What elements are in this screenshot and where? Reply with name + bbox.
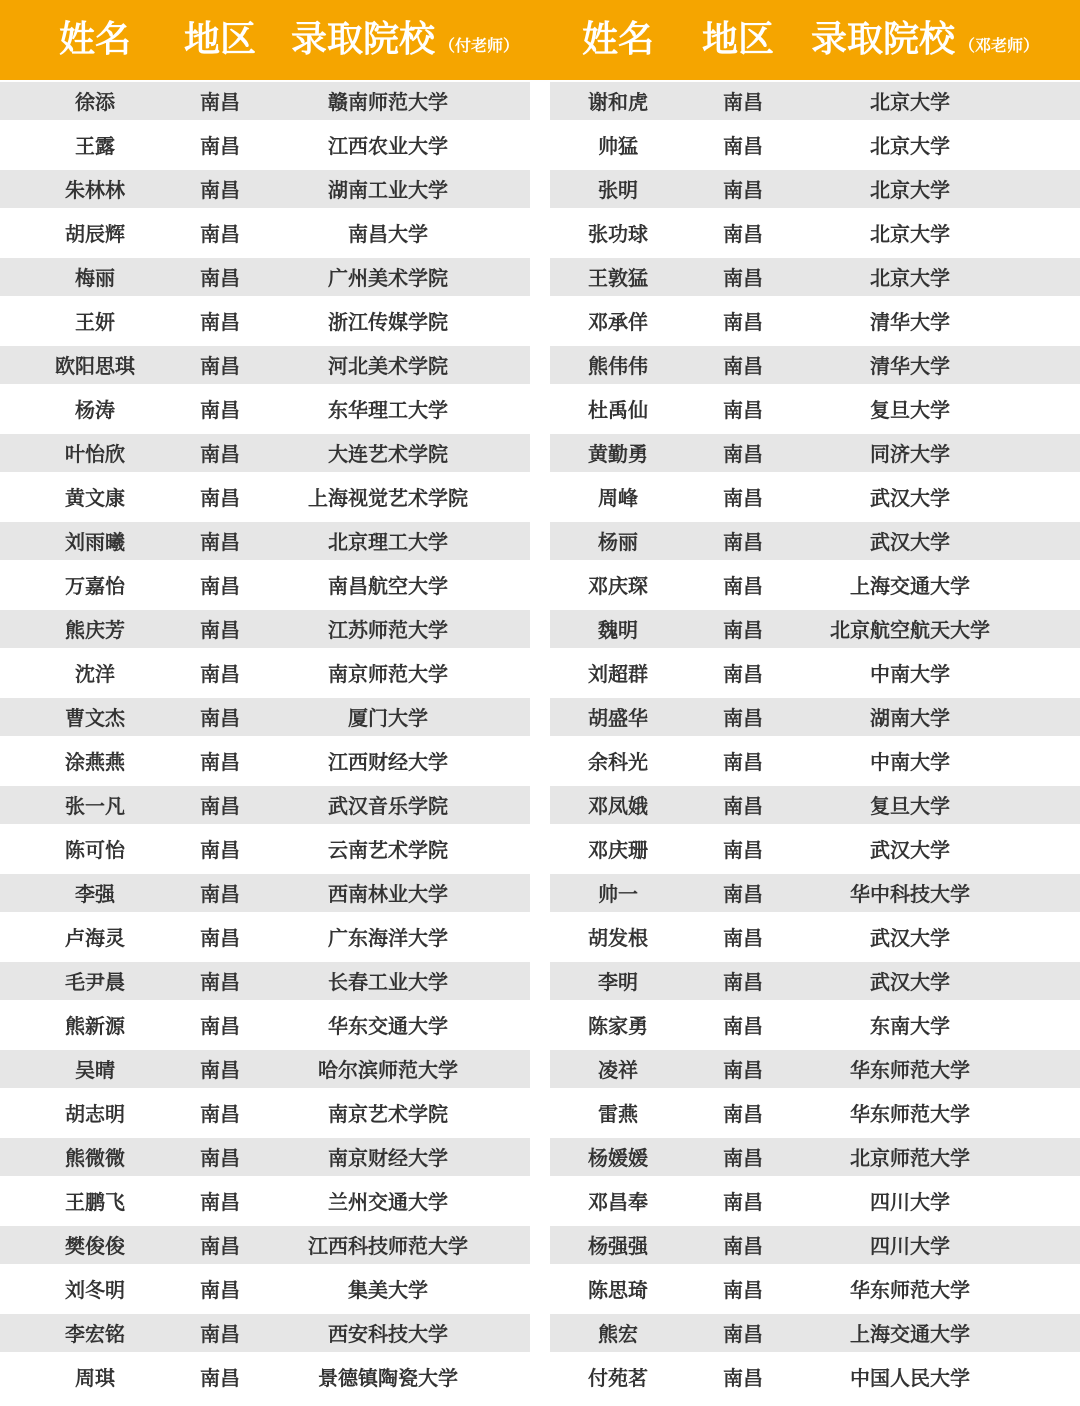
student-region: 南昌 [200,134,240,158]
student-region: 南昌 [723,90,763,114]
student-region: 南昌 [200,266,240,290]
admitted-school: 云南艺术学院 [328,838,448,862]
table-row [0,432,530,476]
admitted-school: 上海交通大学 [850,1322,970,1346]
admitted-school: 北京航空航天大学 [830,618,990,642]
admitted-school: 华东交通大学 [328,1014,448,1038]
admitted-school: 中国人民大学 [850,1366,970,1390]
student-region: 南昌 [723,794,763,818]
table-row [550,388,1080,432]
student-name: 张功球 [588,222,648,246]
student-region: 南昌 [723,222,763,246]
student-region: 南昌 [723,354,763,378]
student-region: 南昌 [723,1322,763,1346]
table-row [0,960,530,1004]
admitted-school: 大连艺术学院 [328,442,448,466]
admitted-school: 江苏师范大学 [328,618,448,642]
admitted-school: 武汉大学 [870,530,950,554]
student-name: 曹文杰 [65,706,125,730]
table-row [0,300,530,344]
admitted-school: 北京理工大学 [328,530,448,554]
admitted-school: 广州美术学院 [328,266,448,290]
admitted-school: 武汉音乐学院 [328,794,448,818]
table-row [550,696,1080,740]
admitted-school: 东华理工大学 [328,398,448,422]
table-row [0,1268,530,1312]
table-row [550,872,1080,916]
table-row [550,784,1080,828]
student-name: 邓承佯 [588,310,648,334]
student-region: 南昌 [200,178,240,202]
student-region: 南昌 [723,266,763,290]
table-row [550,1092,1080,1136]
student-region: 南昌 [723,1146,763,1170]
admitted-school: 中南大学 [870,750,950,774]
admitted-school: 南昌大学 [348,222,428,246]
table-row [0,344,530,388]
student-region: 南昌 [723,178,763,202]
student-region: 南昌 [200,486,240,510]
admitted-school: 兰州交通大学 [328,1190,448,1214]
table-row [0,564,530,608]
student-name: 杨媛媛 [588,1146,648,1170]
table-row [0,1224,530,1268]
student-name: 帅一 [598,882,638,906]
student-region: 南昌 [200,706,240,730]
table-row [550,1224,1080,1268]
table-row [0,696,530,740]
student-region: 南昌 [723,970,763,994]
student-name: 刘超群 [588,662,648,686]
student-region: 南昌 [200,838,240,862]
student-region: 南昌 [200,750,240,774]
table-row [550,608,1080,652]
student-name: 梅丽 [75,266,115,290]
student-region: 南昌 [200,222,240,246]
student-name: 欧阳思琪 [55,354,135,378]
table-row [0,1004,530,1048]
student-name: 万嘉怡 [65,574,125,598]
table-row [550,1356,1080,1400]
student-name: 王敦猛 [588,266,648,290]
table-row [0,1356,530,1400]
student-region: 南昌 [723,706,763,730]
table-row [550,520,1080,564]
table-row [0,828,530,872]
admitted-school: 南京艺术学院 [328,1102,448,1126]
admitted-school: 北京大学 [870,266,950,290]
table-row [550,256,1080,300]
admitted-school: 哈尔滨师范大学 [318,1058,458,1082]
table-row [550,168,1080,212]
student-name: 吴晴 [75,1058,115,1082]
table-row [0,520,530,564]
student-name: 王露 [75,134,115,158]
admitted-school: 南京师范大学 [328,662,448,686]
student-region: 南昌 [723,882,763,906]
admitted-school: 武汉大学 [870,970,950,994]
student-region: 南昌 [200,530,240,554]
student-region: 南昌 [200,1146,240,1170]
student-name: 黄文康 [65,486,125,510]
student-name: 刘雨曦 [65,530,125,554]
admitted-school: 南昌航空大学 [328,574,448,598]
student-name: 王鹏飞 [65,1190,125,1214]
table-row [0,1180,530,1224]
student-region: 南昌 [723,134,763,158]
table-row [0,652,530,696]
student-name: 李宏铭 [65,1322,125,1346]
student-name: 朱林林 [65,178,125,202]
student-region: 南昌 [723,618,763,642]
student-name: 张明 [598,178,638,202]
header-name-left: 姓名 [58,19,131,60]
header-school-right [790,0,1060,80]
table-row [0,476,530,520]
student-name: 杨强强 [588,1234,648,1258]
student-name: 涂燕燕 [65,750,125,774]
table-row [550,1048,1080,1092]
admitted-school: 武汉大学 [870,486,950,510]
table-row [0,212,530,256]
student-region: 南昌 [200,970,240,994]
student-region: 南昌 [723,530,763,554]
student-name: 沈洋 [75,662,115,686]
admitted-school: 浙江传媒学院 [328,310,448,334]
table-row [550,300,1080,344]
table-row [550,828,1080,872]
admitted-school: 河北美术学院 [328,354,448,378]
table-row [550,1004,1080,1048]
admitted-school: 北京大学 [870,222,950,246]
admitted-school: 华中科技大学 [850,882,970,906]
admitted-school: 华东师范大学 [850,1058,970,1082]
table-row [550,916,1080,960]
student-name: 陈可怡 [65,838,125,862]
student-name: 樊俊俊 [65,1234,125,1258]
admitted-school: 湖南工业大学 [328,178,448,202]
header-school-right-label: 录取院校 [810,19,955,60]
admission-table-right [550,80,1080,1400]
admission-table-left [0,80,530,1400]
student-name: 魏明 [598,618,638,642]
admitted-school: 江西财经大学 [328,750,448,774]
student-region: 南昌 [723,310,763,334]
table-header [0,0,1080,80]
admitted-school: 景德镇陶瓷大学 [318,1366,458,1390]
table-row [0,124,530,168]
student-region: 南昌 [723,398,763,422]
student-name: 卢海灵 [65,926,125,950]
table-row [0,1048,530,1092]
header-school-left [270,0,540,80]
student-name: 毛尹晨 [65,970,125,994]
admitted-school: 北京大学 [870,178,950,202]
admitted-school: 复旦大学 [870,794,950,818]
student-region: 南昌 [200,1322,240,1346]
student-region: 南昌 [723,1014,763,1038]
student-name: 雷燕 [598,1102,638,1126]
student-name: 李明 [598,970,638,994]
student-name: 王妍 [75,310,115,334]
student-region: 南昌 [723,838,763,862]
admitted-school: 复旦大学 [870,398,950,422]
table-row [550,960,1080,1004]
student-region: 南昌 [200,662,240,686]
student-region: 南昌 [200,90,240,114]
student-name: 余科光 [588,750,648,774]
student-name: 胡发根 [588,926,648,950]
table-row [550,1180,1080,1224]
student-name: 邓凤娥 [588,794,648,818]
admitted-school: 清华大学 [870,310,950,334]
student-name: 熊伟伟 [588,354,648,378]
header-region-right: 地区 [701,19,774,60]
student-name: 付苑茗 [588,1366,648,1390]
student-name: 熊新源 [65,1014,125,1038]
student-region: 南昌 [200,794,240,818]
student-name: 熊宏 [598,1322,638,1346]
student-region: 南昌 [200,1014,240,1038]
table-row [550,476,1080,520]
student-name: 杨丽 [598,530,638,554]
admitted-school: 西南林业大学 [328,882,448,906]
student-name: 杜禹仙 [588,398,648,422]
admitted-school: 上海视觉艺术学院 [308,486,468,510]
table-row [0,608,530,652]
header-teacher-note-left: （付老师） [439,36,520,55]
admitted-school: 江西科技师范大学 [308,1234,468,1258]
admitted-school: 湖南大学 [870,706,950,730]
student-name: 胡辰辉 [65,222,125,246]
admitted-school: 华东师范大学 [850,1278,970,1302]
student-name: 陈家勇 [588,1014,648,1038]
student-region: 南昌 [200,574,240,598]
student-region: 南昌 [200,398,240,422]
student-region: 南昌 [200,926,240,950]
table-row [550,344,1080,388]
student-name: 叶怡欣 [65,442,125,466]
admitted-school: 武汉大学 [870,926,950,950]
table-row [0,740,530,784]
student-region: 南昌 [200,1102,240,1126]
table-row [0,388,530,432]
student-region: 南昌 [200,1190,240,1214]
header-region-left: 地区 [183,19,256,60]
student-name: 黄勤勇 [588,442,648,466]
student-region: 南昌 [723,1234,763,1258]
student-name: 邓昌奉 [588,1190,648,1214]
admitted-school: 江西农业大学 [328,134,448,158]
student-region: 南昌 [723,442,763,466]
admitted-school: 中南大学 [870,662,950,686]
admitted-school: 长春工业大学 [328,970,448,994]
student-name: 周峰 [598,486,638,510]
admitted-school: 赣南师范大学 [328,90,448,114]
student-region: 南昌 [723,1190,763,1214]
student-region: 南昌 [200,354,240,378]
student-name: 周琪 [75,1366,115,1390]
admitted-school: 北京师范大学 [850,1146,970,1170]
student-name: 邓庆琛 [588,574,648,598]
student-region: 南昌 [723,662,763,686]
student-region: 南昌 [200,1234,240,1258]
admitted-school: 东南大学 [870,1014,950,1038]
table-row [0,784,530,828]
admitted-school: 华东师范大学 [850,1102,970,1126]
student-region: 南昌 [200,882,240,906]
table-row [550,80,1080,124]
table-row [0,80,530,124]
student-region: 南昌 [723,1058,763,1082]
student-name: 杨涛 [75,398,115,422]
admitted-school: 四川大学 [870,1190,950,1214]
header-school-left-label: 录取院校 [290,19,435,60]
student-name: 徐添 [75,90,115,114]
admitted-school: 北京大学 [870,90,950,114]
student-region: 南昌 [723,1366,763,1390]
student-region: 南昌 [723,750,763,774]
admitted-school: 西安科技大学 [328,1322,448,1346]
admitted-school: 厦门大学 [348,706,428,730]
student-region: 南昌 [200,1278,240,1302]
table-row [550,652,1080,696]
student-name: 张一凡 [65,794,125,818]
student-name: 刘冬明 [65,1278,125,1302]
student-region: 南昌 [200,442,240,466]
admitted-school: 清华大学 [870,354,950,378]
admitted-school: 集美大学 [348,1278,428,1302]
student-region: 南昌 [723,1278,763,1302]
header-name-right: 姓名 [581,19,654,60]
student-name: 陈思琦 [588,1278,648,1302]
table-row [0,1312,530,1356]
student-region: 南昌 [200,618,240,642]
student-name: 胡志明 [65,1102,125,1126]
student-name: 谢和虎 [588,90,648,114]
student-region: 南昌 [200,1366,240,1390]
table-row [0,168,530,212]
table-row [550,212,1080,256]
student-region: 南昌 [723,926,763,950]
student-name: 胡盛华 [588,706,648,730]
table-row [550,124,1080,168]
student-region: 南昌 [200,310,240,334]
table-row [550,1136,1080,1180]
student-region: 南昌 [723,574,763,598]
table-row [0,916,530,960]
header-teacher-note-right: （邓老师） [959,36,1040,55]
student-name: 邓庆珊 [588,838,648,862]
admitted-school: 武汉大学 [870,838,950,862]
admitted-school: 广东海洋大学 [328,926,448,950]
table-row [550,432,1080,476]
student-region: 南昌 [723,486,763,510]
student-name: 凌祥 [598,1058,638,1082]
student-name: 帅猛 [598,134,638,158]
table-row [550,1268,1080,1312]
student-name: 熊庆芳 [65,618,125,642]
admitted-school: 上海交通大学 [850,574,970,598]
student-name: 李强 [75,882,115,906]
table-row [0,256,530,300]
admitted-school: 同济大学 [870,442,950,466]
table-row [0,1092,530,1136]
admitted-school: 四川大学 [870,1234,950,1258]
admitted-school: 南京财经大学 [328,1146,448,1170]
student-region: 南昌 [723,1102,763,1126]
table-row [550,1312,1080,1356]
table-row [0,872,530,916]
table-row [550,564,1080,608]
admitted-school: 北京大学 [870,134,950,158]
student-region: 南昌 [200,1058,240,1082]
student-name: 熊微微 [65,1146,125,1170]
table-row [0,1136,530,1180]
table-row [550,740,1080,784]
